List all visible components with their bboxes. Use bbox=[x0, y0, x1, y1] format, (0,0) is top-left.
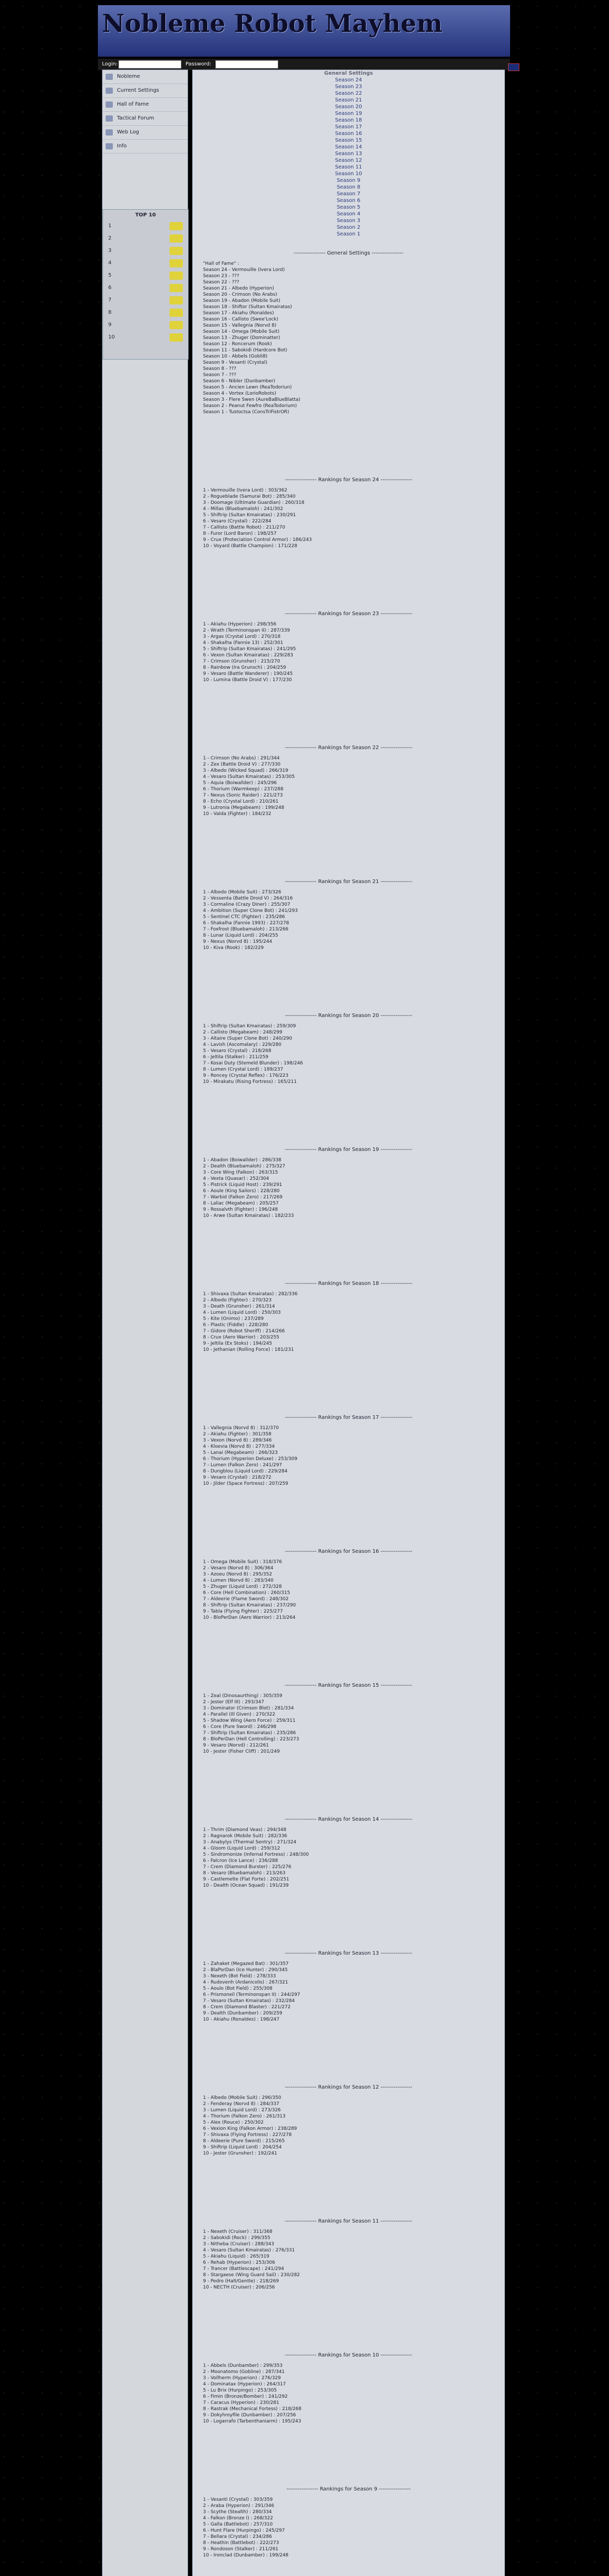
ranking-line: 2 - Vesaro (Norvd 8) : 306/364 bbox=[203, 1566, 274, 1571]
ranking-line: 1 - Abadon (Boiwallder) : 286/338 bbox=[203, 1158, 282, 1163]
ranking-line: 9 - Dokyhroyfile (Dunbamber) : 207/256 bbox=[203, 2413, 296, 2418]
sidebar-item-settings[interactable]: Current Settings bbox=[103, 84, 188, 98]
ranking-line: "Hall of Fame" : bbox=[203, 261, 240, 266]
ranking-line: 6 - Vexion King (Falkon Armor) : 238/289 bbox=[203, 2126, 297, 2131]
ranking-line: 9 - Dealth (Dunbamber) : 209/259 bbox=[203, 2011, 282, 2016]
ranking-line: 10 - Voyard (Battle Champion) : 171/228 bbox=[203, 544, 297, 549]
season-link[interactable]: Season 17 bbox=[335, 124, 362, 130]
ranking-line: 6 - Rehab (Hyperion) : 253/306 bbox=[203, 2260, 275, 2265]
ranking-line: 2 - Rogueblade (Samurai Bot) : 285/340 bbox=[203, 494, 296, 499]
section-title: ----------------- Rankings for Season 20 ----------------- bbox=[284, 1013, 412, 1019]
ranking-line: 8 - Lumen (Crystal Lord) : 189/237 bbox=[203, 1067, 283, 1072]
section-title: ----------------- Rankings for Season 15 ----------------- bbox=[284, 1683, 412, 1688]
season-link[interactable]: Season 10 bbox=[335, 171, 362, 177]
section-title: ----------------- Rankings for Season 23 ----------------- bbox=[284, 611, 412, 617]
ranking-line: 6 - Vexon (Sultan Kmairatas) : 229/283 bbox=[203, 653, 293, 658]
ranking-line: 10 - Mirakatu (Rising Fortress) : 165/211 bbox=[203, 1079, 297, 1084]
ranking-line: 2 - Moonatomo (Gobline) : 287/341 bbox=[203, 2369, 285, 2375]
ranking-line: 10 - Dealth (Ocean Squad) : 191/239 bbox=[203, 1883, 289, 1888]
season-list bbox=[193, 70, 504, 237]
ranking-line: 5 - Vesaro (Crystal) : 218/268 bbox=[203, 1048, 272, 1054]
ranking-line: 5 - Sentinel CTC (Fighter) : 235/286 bbox=[203, 914, 285, 920]
ranking-line: 5 - Galla (Battlebot) : 257/310 bbox=[203, 2522, 273, 2527]
top10-rank: 7 bbox=[108, 297, 112, 303]
ranking-line: 4 - Lumen (Norvd 8) : 283/340 bbox=[203, 1578, 274, 1583]
ranking-line: 10 - Arwe (Sultan Kmairatas) : 182/233 bbox=[203, 1213, 294, 1218]
season-link[interactable]: Season 18 bbox=[335, 117, 362, 123]
ranking-line: 9 - Castlemelte (Flat Forte) : 202/251 bbox=[203, 1877, 290, 1882]
season-link[interactable]: Season 8 bbox=[336, 184, 361, 190]
ranking-line: 3 - Nexeth (Bot Field) : 278/333 bbox=[203, 1974, 276, 1979]
ranking-line: 2 - Callisto (Megabeam) : 248/299 bbox=[203, 1030, 282, 1035]
top10-box bbox=[103, 209, 189, 360]
ranking-line: 4 - Thorium (Falkon Zero) : 261/313 bbox=[203, 2114, 286, 2119]
season-link[interactable]: Season 14 bbox=[335, 144, 362, 150]
ranking-line: 9 - Tabla (Flying Fighter) : 225/277 bbox=[203, 1609, 283, 1614]
ranking-line: 10 - Jilder (Space Fortress) : 207/259 bbox=[203, 1481, 289, 1486]
ranking-line: 3 - Azoeu (Norvd 8) : 295/352 bbox=[203, 1572, 272, 1577]
ranking-line: 8 - Heathin (Battlebot) : 222/273 bbox=[203, 2540, 279, 2546]
section-title: ----------------- Rankings for Season 16 ----------------- bbox=[284, 1549, 412, 1554]
sidebar bbox=[102, 70, 188, 2576]
sidebar-item-forum[interactable]: Tactical Forum bbox=[103, 112, 188, 126]
ranking-line: 2 - Wrath (Terminonspan II) : 287/339 bbox=[203, 628, 290, 633]
season-link[interactable]: Season 16 bbox=[335, 131, 362, 137]
ranking-line: 8 - Crux (Aero Warrior) : 203/255 bbox=[203, 1335, 279, 1340]
section-title: ----------------- Rankings for Season 14 ----------------- bbox=[284, 1817, 412, 1822]
ranking-line: 8 - Rastrak (Mechanical Fortess) : 218/268 bbox=[203, 2406, 301, 2412]
rank-badge-icon bbox=[170, 234, 183, 243]
ranking-line: 3 - Argas (Crystal Lord) : 270/318 bbox=[203, 634, 281, 639]
password-input[interactable] bbox=[215, 60, 278, 69]
ranking-line: 10 - Akiahu (Ronaldes) : 198/247 bbox=[203, 2017, 280, 2022]
ranking-line: 3 - Albedo (Wicked Squad) : 266/319 bbox=[203, 768, 289, 773]
ranking-line: 3 - Altaire (Super Clone Bot) : 240/290 bbox=[203, 1036, 292, 1041]
ranking-line: 10 - Jethanian (Rolling Force) : 181/231 bbox=[203, 1347, 294, 1352]
section-title: ----------------- General Settings ----------------- bbox=[294, 250, 403, 256]
ranking-line: 6 - Hunt Flare (Hurpingo) : 245/297 bbox=[203, 2528, 285, 2533]
login-bar bbox=[98, 59, 510, 70]
section-title: ----------------- Rankings for Season 19 ----------------- bbox=[284, 1147, 412, 1153]
ranking-line: Season 12 - Roncerum (Rook) bbox=[203, 342, 272, 347]
season-link[interactable]: Season 23 bbox=[335, 84, 362, 90]
ranking-line: 6 - Jeltila (Stalker) : 211/259 bbox=[203, 1055, 268, 1060]
settings-icon bbox=[106, 88, 113, 94]
ranking-line: 4 - Millas (Bluebamaloh) : 241/302 bbox=[203, 506, 283, 512]
ranking-line: 5 - Lu Brix (Hurpingo) : 253/305 bbox=[203, 2388, 277, 2393]
ranking-line: 1 - Nexeth (Cruiser) : 311/368 bbox=[203, 2229, 273, 2234]
ranking-line: 2 - Jester (Elf III) : 293/347 bbox=[203, 1700, 264, 1705]
top10-rank: 9 bbox=[108, 322, 112, 328]
season-link[interactable]: Season 9 bbox=[336, 178, 361, 183]
ranking-line: 2 - BlaPorDan (Ice Hunter) : 290/345 bbox=[203, 1968, 288, 1973]
season-link[interactable]: Season 13 bbox=[335, 151, 362, 157]
ranking-line: 5 - Pistrick (Liquid Host) : 239/291 bbox=[203, 1182, 282, 1188]
rank-badge-icon bbox=[170, 309, 183, 317]
ranking-line: 9 - Pedro (Halt/Gentle) : 218/269 bbox=[203, 2279, 279, 2284]
ranking-line: 3 - Vexon (Norvd 8) : 289/346 bbox=[203, 1438, 272, 1443]
ranking-line: 5 - Sindromonize (Infernal Fortress) : 248/300 bbox=[203, 1852, 309, 1857]
ranking-line: 1 - Vermouille (Ivera Lord) : 303/362 bbox=[203, 488, 287, 493]
ranking-line: 6 - Shakalha (Fannie 1993) : 227/278 bbox=[203, 921, 290, 926]
season-link[interactable]: Season 2 bbox=[336, 225, 361, 230]
season-link[interactable]: Season 20 bbox=[335, 104, 362, 110]
info-icon bbox=[106, 143, 113, 149]
ranking-line: 4 - Ambition (Super Clone Bot) : 241/293 bbox=[203, 908, 298, 913]
ranking-line: 7 - Bellara (Crystal) : 234/286 bbox=[203, 2534, 272, 2539]
ranking-line: 2 - Sabokidi (Rock) : 299/355 bbox=[203, 2235, 270, 2241]
ranking-line: 7 - Kosai Duty (Stemeld Blunder) : 198/246 bbox=[203, 1061, 303, 1066]
site-banner bbox=[98, 5, 510, 57]
ranking-line: Season 10 - Abbels (Gobli8) bbox=[203, 354, 268, 359]
ranking-line: 1 - Omega (Mobile Suit) : 318/376 bbox=[203, 1560, 282, 1565]
section-title: ----------------- Rankings for Season 22 ----------------- bbox=[284, 745, 412, 751]
top10-rank: 6 bbox=[108, 285, 112, 291]
season-link[interactable]: Season 12 bbox=[335, 158, 362, 163]
ranking-line: 5 - Alex (Rouce) : 250/302 bbox=[203, 2120, 264, 2125]
ranking-line: 5 - Kite (Onimo) : 237/289 bbox=[203, 1316, 264, 1321]
ranking-line: 7 - Callisto (Battle Robot) : 211/270 bbox=[203, 525, 285, 530]
ranking-line: 6 - Thorium (Hyperion Deluxe) : 253/309 bbox=[203, 1456, 297, 1462]
ranking-line: 6 - Aoule (King Sailors) : 228/280 bbox=[203, 1189, 280, 1194]
ranking-line: 7 - Gidore (Robot Sheriff) : 214/266 bbox=[203, 1329, 285, 1334]
ranking-line: 3 - Scythe (Stealth) : 280/334 bbox=[203, 2510, 272, 2515]
ranking-line: 9 - Jeltila (Ex Stoks) : 194/245 bbox=[203, 1341, 272, 1346]
ranking-line: 1 - Thrim (Diamond Veas) : 294/348 bbox=[203, 1827, 286, 1833]
section-title: ----------------- Rankings for Season 17 ----------------- bbox=[284, 1415, 412, 1420]
top10-rank: 8 bbox=[108, 310, 112, 315]
ranking-line: 1 - Shiftrip (Sultan Kmairatas) : 259/309 bbox=[203, 1024, 296, 1029]
season-link[interactable]: Season 5 bbox=[336, 205, 361, 210]
ranking-line: 8 - Lunar (Liquid Lord) : 204/255 bbox=[203, 933, 278, 938]
ranking-line: 9 - Vesaro (Norvd) : 212/261 bbox=[203, 1743, 269, 1748]
rank-badge-icon bbox=[170, 272, 183, 280]
ranking-line: 5 - Zhuger (Liquid Lord) : 272/328 bbox=[203, 1584, 282, 1589]
ranking-line: 10 - Kiva (Rook) : 182/229 bbox=[203, 945, 264, 951]
ranking-line: 5 - Shadow Wing (Aero Force) : 259/311 bbox=[203, 1718, 296, 1723]
ranking-line: 7 - Lumen (Falkon Zero) : 241/297 bbox=[203, 1463, 282, 1468]
ranking-line: 8 - Echo (Crystal Lord) : 210/261 bbox=[203, 799, 279, 804]
ranking-line: 8 - Laliac (Megabeam) : 205/257 bbox=[203, 1201, 279, 1206]
ranking-line: 9 - Lutronia (Megabeam) : 199/248 bbox=[203, 805, 284, 810]
sidebar-item-hall-of-fame[interactable]: Hall of Fame bbox=[103, 98, 188, 112]
section-title: ----------------- Rankings for Season 24 ----------------- bbox=[284, 477, 412, 483]
ranking-line: 6 - Core (Hell Combination) : 260/315 bbox=[203, 1590, 290, 1596]
ranking-line: 9 - Rondoson (Stalker) : 211/261 bbox=[203, 2547, 279, 2552]
season-link[interactable]: Season 19 bbox=[335, 111, 362, 116]
ranking-line: Season 11 - Sabokidi (Hardcore Bot) bbox=[203, 348, 287, 353]
rank-badge-icon bbox=[170, 259, 183, 267]
ranking-line: 6 - Fimin (Bronze/Bomber) : 241/292 bbox=[203, 2394, 288, 2399]
home-icon bbox=[106, 74, 113, 80]
ranking-line: 1 - Zeal (Dinosaurthing) : 305/359 bbox=[203, 1693, 282, 1699]
ranking-line: 2 - Akiahu (Fighter) : 301/358 bbox=[203, 1432, 272, 1437]
rank-badge-icon bbox=[170, 284, 183, 292]
ranking-line: 2 - Zex (Battle Droid V) : 277/330 bbox=[203, 762, 281, 767]
login-input[interactable] bbox=[119, 60, 181, 69]
section-title: ----------------- Rankings for Season 18 ----------------- bbox=[284, 1281, 412, 1286]
rank-badge-icon bbox=[170, 222, 183, 230]
ranking-line: 9 - Rossalvth (Fighter) : 196/248 bbox=[203, 1207, 278, 1212]
ranking-line: 9 - Vesaro (Battle Wanderer) : 190/245 bbox=[203, 671, 293, 676]
ranking-line: 4 - Falkon (Bronze I) : 268/322 bbox=[203, 2516, 273, 2521]
ranking-line: 6 - Vesaro (Crystal) : 222/284 bbox=[203, 519, 272, 524]
ranking-line: 6 - Falcron (Ice Lance) : 236/288 bbox=[203, 1858, 278, 1863]
ranking-line: Season 1 - Tustoctsa (ConsTriFistrOR) bbox=[203, 410, 290, 415]
ranking-line: Season 8 - ??? bbox=[203, 366, 236, 371]
ranking-line: 7 - Nexus (Sonic Raider) : 221/273 bbox=[203, 793, 283, 798]
season-link[interactable]: Season 7 bbox=[336, 191, 361, 197]
ranking-line: 9 - Roncey (Crystal Reflex) : 176/223 bbox=[203, 1073, 289, 1078]
ranking-line: Season 13 - Zhuger (Dominatter) bbox=[203, 335, 280, 341]
ranking-line: 1 - Shivaxa (Sultan Kmairatas) : 282/336 bbox=[203, 1292, 298, 1297]
section-title: ----------------- Rankings for Season 13 ----------------- bbox=[284, 1951, 412, 1956]
ranking-line: Season 2 - Peanut Fewfro (ReaTodorium) bbox=[203, 403, 297, 409]
ranking-line: 10 - Lumina (Battle Droid V) : 177/230 bbox=[203, 677, 292, 683]
ranking-line: 7 - Crimson (Grunsher) : 215/270 bbox=[203, 659, 280, 664]
top10-rank: 4 bbox=[108, 260, 112, 266]
ranking-line: 10 - Ironclad (Dunbamber) : 199/248 bbox=[203, 2553, 289, 2558]
season-link[interactable]: Season 15 bbox=[335, 138, 362, 143]
ranking-line: 3 - Lumen (Liquid Lord) : 273/326 bbox=[203, 2108, 281, 2113]
sidebar-item-nobleme[interactable]: Nobleme bbox=[103, 70, 188, 84]
ranking-line: 7 - Aldeerie (Flame Sword) : 248/302 bbox=[203, 1597, 289, 1602]
ranking-line: 4 - Vesaro (Sultan Kmairatas) : 276/331 bbox=[203, 2248, 295, 2253]
ranking-line: 10 - BloPerDan (Aero Warrior) : 213/264 bbox=[203, 1615, 296, 1620]
ranking-line: 1 - Albedo (Mobile Suit) : 296/350 bbox=[203, 2095, 281, 2100]
ranking-line: 8 - Crem (Diamond Blaster) : 221/272 bbox=[203, 2005, 291, 2010]
ranking-line: 3 - Nitheba (Cruiser) : 288/343 bbox=[203, 2242, 275, 2247]
ranking-line: 4 - Parallel (Ill Given) : 270/322 bbox=[203, 1712, 276, 1717]
forum-icon bbox=[106, 115, 113, 122]
top10-rank: 5 bbox=[108, 273, 112, 278]
ranking-line: 3 - Dominator (Crimson Blot) : 281/334 bbox=[203, 1706, 294, 1711]
ranking-line: Season 6 - Nibler (Dunbamber) bbox=[203, 379, 276, 384]
ranking-line: Season 5 - Ancien Lewn (ReaTodoriun) bbox=[203, 385, 292, 390]
section-title: ----------------- Rankings for Season 9 ----------------- bbox=[286, 2486, 411, 2492]
ranking-line: 10 - Valda (Fighter) : 184/232 bbox=[203, 811, 272, 817]
ranking-line: 4 - Kloevia (Norvd 8) : 277/334 bbox=[203, 1444, 275, 1449]
ranking-line: 10 - Jester (Fisher Cliff) : 201/249 bbox=[203, 1749, 280, 1754]
ranking-line: 9 - Nexus (Norvd 8) : 195/244 bbox=[203, 939, 273, 944]
ranking-line: 1 - Akiahu (Hyperion) : 298/356 bbox=[203, 622, 277, 627]
login-label: Login: bbox=[102, 61, 118, 67]
ranking-line: 3 - Core Wing (Falkon) : 263/315 bbox=[203, 1170, 278, 1175]
ranking-line: 5 - Shiftrip (Sultan Kmairatas) : 230/291 bbox=[203, 513, 296, 518]
ranking-line: Season 7 - ??? bbox=[203, 372, 236, 378]
log-icon bbox=[106, 129, 113, 135]
ranking-line: 2 - Vessenta (Battle Droid V) : 264/316 bbox=[203, 896, 293, 901]
top10-rank: 3 bbox=[108, 248, 112, 253]
ranking-line: Season 20 - Crimson (No Arabs) bbox=[203, 292, 277, 297]
ranking-line: 7 - Vesaro (Sultan Kmairatas) : 232/284 bbox=[203, 1998, 295, 2004]
ranking-line: 3 - Cormaline (Crazy Diner) : 255/307 bbox=[203, 902, 291, 907]
ranking-line: Season 9 - Vesanti (Crystal) bbox=[203, 360, 267, 365]
ranking-line: 1 - Crimson (No Arabs) : 291/344 bbox=[203, 756, 280, 761]
season-list-header: General Settings bbox=[324, 71, 373, 76]
ranking-line: 4 - Shakalha (Fannie 13) : 252/301 bbox=[203, 640, 283, 646]
ranking-line: 8 - Vesaro (Bluebamaloh) : 213/263 bbox=[203, 1871, 286, 1876]
ranking-line: 4 - Lumen (Liquid Lord) : 250/303 bbox=[203, 1310, 281, 1315]
ranking-line: Season 16 - Callisto (Swee'Lock) bbox=[203, 317, 278, 322]
section-title: ----------------- Rankings for Season 12 ----------------- bbox=[284, 2084, 412, 2090]
ranking-line: 4 - Dominatax (Hyperion) : 264/317 bbox=[203, 2382, 286, 2387]
site-title: Nobleme Robot Mayhem bbox=[102, 9, 443, 38]
ranking-line: 2 - Albedo (Fighter) : 270/323 bbox=[203, 1298, 272, 1303]
top10-rank: 1 bbox=[108, 223, 112, 229]
ranking-line: 7 - Foxfrost (Bluebamaloh) : 213/266 bbox=[203, 927, 289, 932]
ranking-line: 4 - Gloom (Liquid Lord) : 259/312 bbox=[203, 1846, 280, 1851]
section-title: ----------------- Rankings for Season 21 ----------------- bbox=[284, 879, 412, 885]
rank-badge-icon bbox=[170, 333, 183, 342]
season-link[interactable]: Season 24 bbox=[335, 77, 362, 83]
ranking-line: 8 - Furor (Lord Baron) : 198/257 bbox=[203, 531, 277, 536]
ranking-line: 8 - Stargaese (Wing Guard Sail) : 230/282 bbox=[203, 2273, 300, 2278]
ranking-line: 4 - Lavish (Ascomalary) : 229/280 bbox=[203, 1042, 282, 1047]
ranking-line: 3 - Anabylys (Thermal Sentry) : 271/324 bbox=[203, 1840, 297, 1845]
ranking-line: Season 17 - Akiahu (Ronaldes) bbox=[203, 311, 274, 316]
rank-badge-icon bbox=[170, 296, 183, 304]
ranking-line: 5 - Aquia (Boiwallder) : 245/296 bbox=[203, 781, 277, 786]
ranking-line: 8 - Dungblou (Liquid Lord) : 229/284 bbox=[203, 1469, 287, 1474]
ranking-line: 2 - Dealth (Bluebamaloh) : 275/327 bbox=[203, 1164, 285, 1169]
ranking-line: 10 - Logarrafo (Tarbenthaniarm) : 195/243 bbox=[203, 2419, 301, 2424]
ranking-line: 4 - Vexta (Quasar) : 252/304 bbox=[203, 1176, 269, 1181]
season-link[interactable]: Season 1 bbox=[336, 231, 361, 237]
ranking-line: 7 - Trancer (Battlescape) : 241/294 bbox=[203, 2266, 284, 2272]
trophy-icon bbox=[106, 101, 113, 108]
ranking-line: 7 - Shivaxa (Flying Fortress) : 227/278 bbox=[203, 2132, 292, 2138]
season-link[interactable]: Season 3 bbox=[336, 218, 361, 224]
ranking-line: 7 - Warbid (Falkon Zero) : 217/269 bbox=[203, 1195, 283, 1200]
top10-title: TOP 10 bbox=[135, 212, 156, 218]
ranking-line: 2 - Fenderay (Norvd 8) : 284/337 bbox=[203, 2102, 280, 2107]
ranking-line: 9 - Vesaro (Crystal) : 218/272 bbox=[203, 1475, 272, 1480]
season-link[interactable]: Season 4 bbox=[336, 211, 361, 217]
ranking-line: 4 - Rudovenh (Ardanicolis) : 267/321 bbox=[203, 1980, 289, 1985]
main-content bbox=[192, 70, 505, 2576]
top10-rank: 2 bbox=[108, 235, 112, 241]
ranking-line: 3 - Death (Grunsher) : 261/314 bbox=[203, 1304, 275, 1309]
ranking-line: Season 15 - Vallegnia (Norvd 8) bbox=[203, 323, 277, 328]
ranking-line: Season 23 - ??? bbox=[203, 274, 240, 279]
ranking-line: 3 - Doomage (Ultimate Guardian) : 260/318 bbox=[203, 500, 304, 505]
season-link[interactable]: Season 11 bbox=[335, 164, 362, 170]
ranking-line: 8 - BloPerDan (Hell Controlling) : 223/273 bbox=[203, 1737, 299, 1742]
ranking-line: 3 - Vollherm (Hyperion) : 276/329 bbox=[203, 2376, 281, 2381]
season-link[interactable]: Season 6 bbox=[336, 198, 361, 204]
rank-badge-icon bbox=[170, 247, 183, 255]
section-title: ----------------- Rankings for Season 11 ----------------- bbox=[284, 2218, 412, 2224]
ranking-line: 9 - Crux (Proteciation Control Armor) : 186/243 bbox=[203, 537, 312, 543]
ranking-line: 9 - Shiftrip (Liquid Lord) : 204/254 bbox=[203, 2145, 282, 2150]
ranking-line: 4 - Vesaro (Sultan Kmairatas) : 253/305 bbox=[203, 774, 295, 779]
ranking-line: 6 - Core (Pure Sword) : 246/298 bbox=[203, 1724, 277, 1730]
season-link[interactable]: Season 21 bbox=[335, 97, 362, 103]
ranking-line: 1 - Abbels (Dunbamber) : 299/353 bbox=[203, 2363, 283, 2368]
ranking-line: 2 - Araba (Hyperion) : 291/346 bbox=[203, 2503, 275, 2509]
season-link[interactable]: Season 22 bbox=[335, 91, 362, 96]
ranking-line: 10 - Jester (Grunsher) : 192/241 bbox=[203, 2151, 277, 2156]
ranking-line: Season 18 - Shiftor (Sultan Kmairatas) bbox=[203, 304, 292, 310]
top10-rank: 10 bbox=[108, 334, 115, 340]
ranking-line: 6 - Thorium (Warmkeep) : 237/288 bbox=[203, 787, 283, 792]
ranking-line: 7 - Crem (Diamond Burster) : 225/276 bbox=[203, 1865, 292, 1870]
sidebar-item-info[interactable]: Info bbox=[103, 140, 188, 154]
ranking-line: 10 - NECTH (Cruiser) : 206/256 bbox=[203, 2285, 275, 2290]
ranking-line: Season 24 - Vermouille (Ivera Lord) bbox=[203, 267, 285, 273]
ranking-line: Season 19 - Abadon (Mobile Suit) bbox=[203, 298, 280, 303]
ranking-line: 5 - Lanai (Megabeam) : 266/323 bbox=[203, 1450, 278, 1455]
ranking-line: 8 - Rainbow (Ira Grunsch) : 204/259 bbox=[203, 665, 286, 670]
ranking-line: Season 3 - Flere Swen (AureBaBlueBlatta) bbox=[203, 397, 300, 402]
ranking-line: 5 - Aoulo (Bot Field) : 255/308 bbox=[203, 1986, 273, 1991]
ranking-line: Season 4 - Vortex (LorioRobots) bbox=[203, 391, 276, 396]
sidebar-item-weblog[interactable]: Web Log bbox=[103, 126, 188, 140]
ranking-line: 2 - Ragnarok (Mobile Suit) : 282/336 bbox=[203, 1834, 287, 1839]
ranking-line: Season 21 - Albedo (Hyperion) bbox=[203, 286, 274, 291]
ranking-line: 8 - Shiftrip (Sultan Kmairatas) : 237/290 bbox=[203, 1603, 296, 1608]
ranking-line: 1 - Albedo (Mobile Suit) : 273/326 bbox=[203, 890, 281, 895]
ranking-line: 1 - Vesanti (Crystal) : 303/359 bbox=[203, 2497, 273, 2502]
ranking-line: 5 - Shiftrip (Sultan Kmairatas) : 241/295 bbox=[203, 647, 296, 652]
rank-badge-icon bbox=[170, 321, 183, 329]
ranking-line: Season 14 - Omega (Mobile Suit) bbox=[203, 329, 280, 334]
section-title: ----------------- Rankings for Season 10 ----------------- bbox=[284, 2352, 412, 2358]
ranking-line: 1 - Zahaket (Megazed Bat) : 301/357 bbox=[203, 1961, 289, 1967]
ranking-line: 7 - Caracus (Hyperion) : 230/281 bbox=[203, 2400, 279, 2405]
ranking-line: Season 22 - ??? bbox=[203, 280, 240, 285]
ranking-line: 8 - Aldeerie (Pure Sword) : 215/265 bbox=[203, 2139, 285, 2144]
ranking-line: 6 - Plastic (Fiddle) : 228/280 bbox=[203, 1323, 268, 1328]
ranking-line: 1 - Vallegnia (Norvd 8) : 312/370 bbox=[203, 1426, 279, 1431]
ranking-line: 5 - Akiahu (Liquid) : 265/319 bbox=[203, 2254, 269, 2259]
password-label: Password: bbox=[185, 61, 212, 67]
ranking-line: 7 - Shiftrip (Sultan Kmairatas) : 235/286 bbox=[203, 1731, 296, 1736]
ranking-line: 6 - Prismoneil (Terminonspan II) : 244/297 bbox=[203, 1992, 300, 1997]
